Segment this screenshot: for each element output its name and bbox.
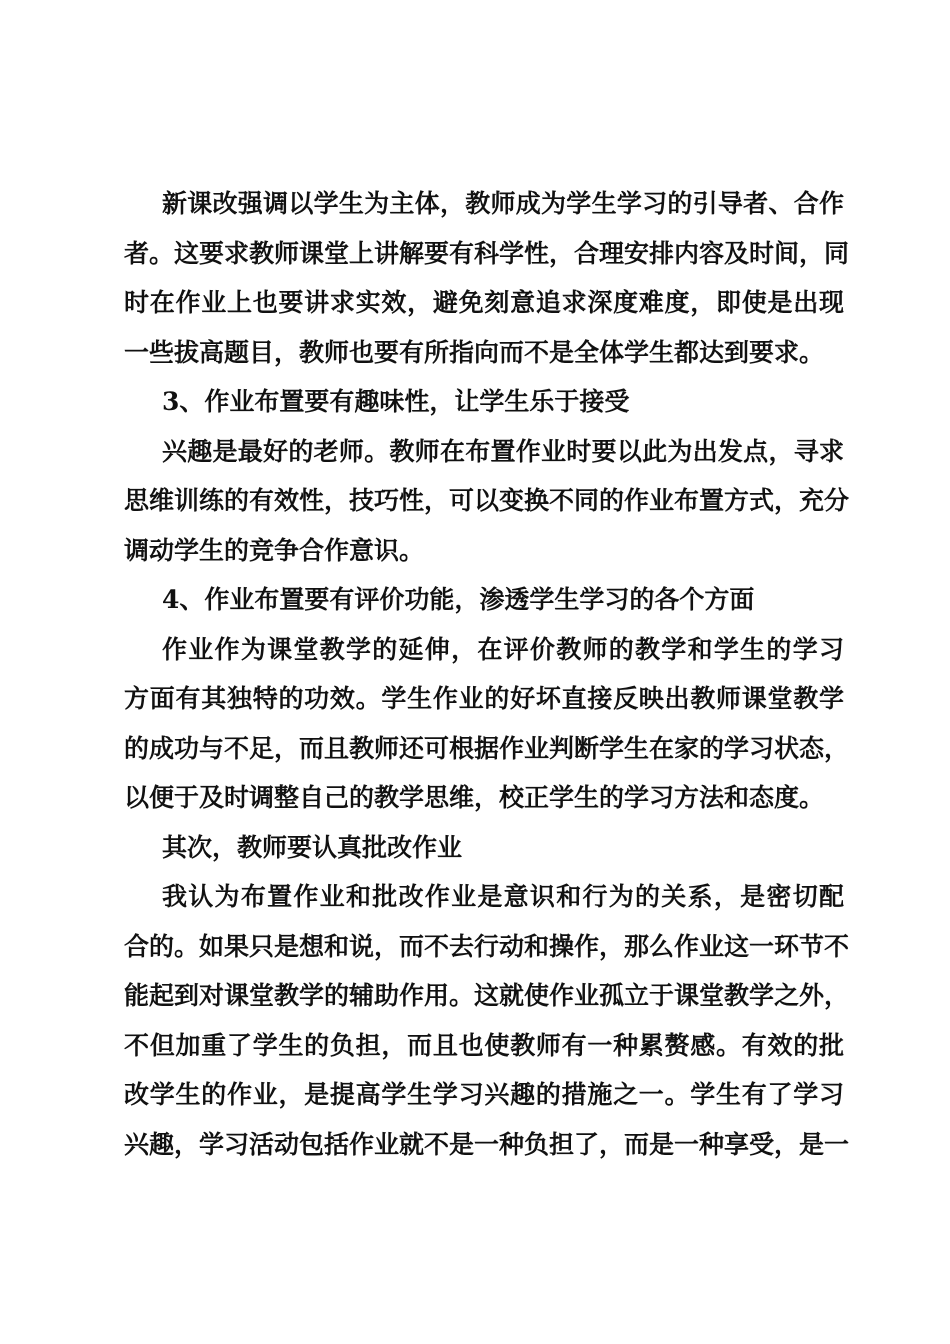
section-heading: 其次，教师要认真批改作业 xyxy=(162,833,463,862)
paragraph-line: 以便于及时调整自己的教学思维，校正学生的学习方法和态度。 xyxy=(124,783,825,812)
paragraph-line: 的成功与不足，而且教师还可根据作业判断学生在家的学习状态， xyxy=(124,734,850,763)
paragraph-line: 新课改强调以学生为主体，教师成为学生学习的引导者、合作 xyxy=(162,189,844,218)
paragraph-line: 思维训练的有效性，技巧性，可以变换不同的作业布置方式，充分 xyxy=(124,486,850,515)
paragraph-line: 不但加重了学生的负担，而且也使教师有一种累赘感。有效的批 xyxy=(124,1031,844,1060)
paragraph-line: 方面有其独特的功效。学生作业的好坏直接反映出教师课堂教学 xyxy=(124,684,844,713)
section-heading: 3、作业布置要有趣味性，让学生乐于接受 xyxy=(162,387,630,416)
paragraph-line: 能起到对课堂教学的辅助作用。这就使作业孤立于课堂教学之外， xyxy=(124,981,850,1010)
paragraph-line: 我认为布置作业和批改作业是意识和行为的关系，是密切配 xyxy=(162,882,844,911)
paragraph-line: 兴趣是最好的老师。教师在布置作业时要以此为出发点，寻求 xyxy=(162,437,844,466)
paragraph-line: 作业作为课堂教学的延伸，在评价教师的教学和学生的学习 xyxy=(162,635,844,664)
paragraph-line: 者。这要求教师课堂上讲解要有科学性，合理安排内容及时间，同 xyxy=(124,239,850,268)
paragraph-line: 兴趣，学习活动包括作业就不是一种负担了，而是一种享受，是一 xyxy=(124,1130,850,1159)
paragraph-line: 时在作业上也要讲求实效，避免刻意追求深度难度，即使是出现 xyxy=(124,288,844,317)
paragraph-line: 一些拔高题目，教师也要有所指向而不是全体学生都达到要求。 xyxy=(124,338,825,367)
section-heading: 4、作业布置要有评价功能，渗透学生学习的各个方面 xyxy=(162,585,755,614)
paragraph-line: 合的。如果只是想和说，而不去行动和操作，那么作业这一环节不 xyxy=(124,932,850,961)
paragraph-line: 改学生的作业，是提高学生学习兴趣的措施之一。学生有了学习 xyxy=(124,1080,844,1109)
paragraph-line: 调动学生的竞争合作意识。 xyxy=(124,536,425,565)
